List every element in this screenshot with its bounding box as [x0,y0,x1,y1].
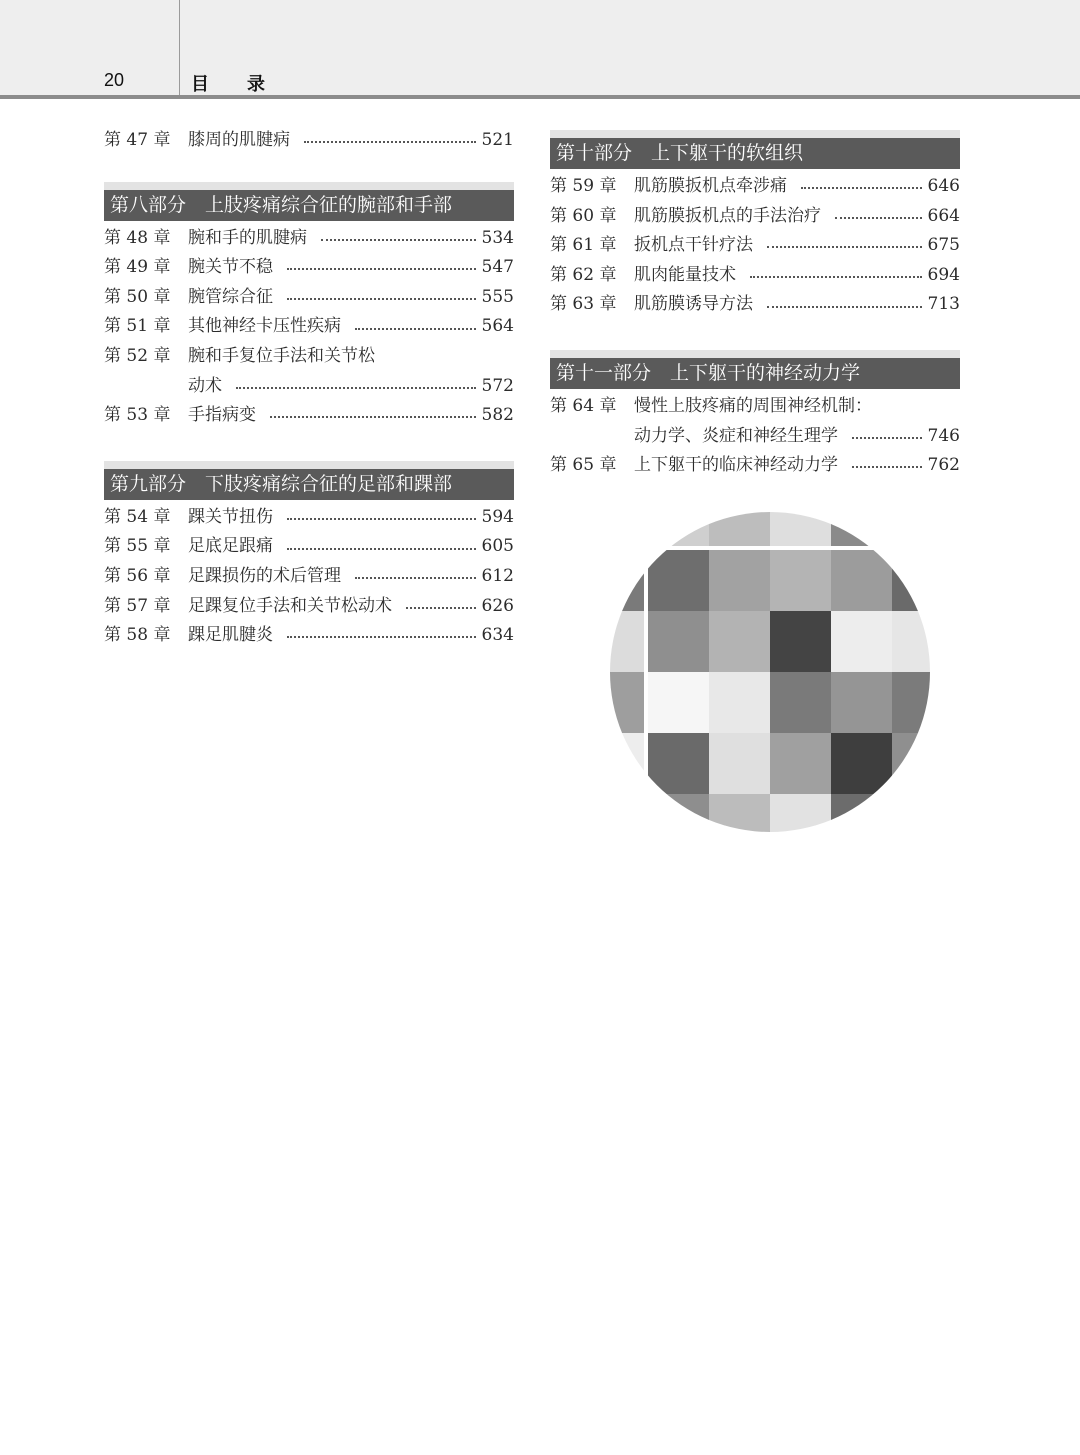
header-divider [179,0,180,96]
part-title: 第十部分 上下躯干的软组织 [550,138,960,169]
dot-leader [406,606,476,609]
dot-leader [750,275,922,278]
dot-leader [835,216,922,219]
toc-entry[interactable] [104,532,514,562]
dot-leader [355,576,476,579]
page-ref: 746 [927,425,960,446]
toc-entry[interactable] [104,342,514,401]
page-ref: 534 [481,227,514,248]
part-heading-accent [550,350,960,358]
chapter-number: 第 53 章 [104,405,171,426]
mosaic-cell [892,733,930,794]
mosaic-cell [648,794,709,832]
page-ref: 564 [481,316,514,337]
mosaic-cell [770,550,831,611]
dot-leader [287,517,476,520]
chapter-number: 第 57 章 [104,595,171,616]
dot-leader [287,267,476,270]
toc-entry[interactable] [104,253,514,283]
page-ref: 762 [927,455,960,476]
mosaic-cell [831,733,892,794]
toc-entry[interactable] [104,592,514,622]
mosaic-cell [892,512,930,546]
mosaic-cell [648,672,709,733]
chapter-title: 膝周的肌腱病 [188,130,290,150]
page-ref: 694 [927,264,960,285]
chapter-title: 肌筋膜扳机点的手法治疗 [634,205,821,226]
toc-entry[interactable] [104,503,514,533]
mosaic-cell [709,672,770,733]
toc-entry[interactable] [104,621,514,651]
mosaic-cell [831,512,892,546]
chapter-number: 第 50 章 [104,286,171,307]
mosaic-cell [892,550,930,611]
chapter-title: 踝关节扭伤 [188,506,273,527]
mosaic-cell [610,733,644,794]
mosaic-cell [770,672,831,733]
toc-left-column [104,126,514,651]
page-ref: 572 [481,375,514,396]
toc-entry[interactable] [550,202,960,232]
chapter-title: 其他神经卡压性疾病 [188,316,341,337]
chapter-number: 第 55 章 [104,536,171,557]
chapter-title: 踝足肌腱炎 [188,625,273,646]
chapter-title: 手指病变 [188,405,256,426]
mosaic-cell [709,733,770,794]
page-ref: 646 [927,176,960,196]
toc-entry[interactable] [104,562,514,592]
toc-entry[interactable] [550,261,960,291]
mosaic-cell [770,512,831,546]
mosaic-cell [709,512,770,546]
chapter-title: 慢性上肢疼痛的周围神经机制： [634,395,872,416]
page-ref: 521 [481,130,514,150]
running-title: 目录 [191,74,303,95]
toc-entry[interactable] [550,290,960,320]
toc-right-column [550,130,960,481]
chapter-title: 腕关节不稳 [188,257,273,278]
dot-leader [236,386,476,389]
mosaic-cell [648,733,709,794]
dot-leader [767,245,922,248]
dot-leader [801,186,922,189]
chapter-title: 腕和手复位手法和关节松 [188,345,375,366]
mosaic-cell [831,550,892,611]
part-title: 第十一部分 上下躯干的神经动力学 [550,358,960,389]
dot-leader [287,635,476,638]
page-ref: 582 [481,405,514,426]
chapter-title: 足踝损伤的术后管理 [188,565,341,586]
part-heading [104,182,514,221]
part-heading [550,350,960,389]
mosaic-cell [770,794,831,832]
dot-leader [852,465,922,468]
mosaic-cell [610,550,644,611]
mosaic-cell [709,550,770,611]
toc-entry[interactable] [550,172,960,202]
part-heading-accent [550,130,960,138]
mosaic-cell [610,512,644,546]
page-ref: 675 [927,235,960,256]
mosaic-cell [709,794,770,832]
chapter-number: 第 60 章 [550,205,617,226]
mosaic-cell [892,672,930,733]
mosaic-cell [648,550,709,611]
mosaic-cell [610,794,644,832]
chapter-title: 扳机点干针疗法 [634,235,753,256]
page-ref: 555 [481,286,514,307]
chapter-title: 足底足跟痛 [188,536,273,557]
chapter-number: 第 51 章 [104,316,171,337]
chapter-number: 第 59 章 [550,176,617,196]
mosaic-cell [831,794,892,832]
mosaic-cell [892,794,930,832]
mosaic-cell [770,733,831,794]
chapter-title: 肌肉能量技术 [634,264,736,285]
page-ref: 612 [481,565,514,586]
toc-entry[interactable] [104,126,514,156]
chapter-number: 第 58 章 [104,625,171,646]
page-ref: 547 [481,257,514,278]
dot-leader [287,547,476,550]
chapter-number: 第 52 章 [104,345,171,366]
page-ref: 713 [927,294,960,315]
toc-entry[interactable] [104,283,514,313]
page-ref: 594 [481,506,514,527]
dot-leader [852,436,922,439]
mosaic-cell [770,611,831,672]
chapter-title: 腕和手的肌腱病 [188,227,307,248]
chapter-number: 第 61 章 [550,235,617,256]
chapter-title-continued: 动术 [188,375,222,396]
part-heading-accent [104,182,514,190]
chapter-number: 第 47 章 [104,130,171,150]
toc-entry[interactable] [104,312,514,342]
toc-entry[interactable] [550,451,960,481]
toc-entry[interactable] [104,401,514,431]
mosaic-cell [610,611,644,672]
toc-entry[interactable] [550,392,960,451]
chapter-title: 肌筋膜扳机点牵涉痛 [634,176,787,196]
part-heading [104,461,514,500]
dot-leader [304,140,476,143]
chapter-title: 肌筋膜诱导方法 [634,294,753,315]
dot-leader [767,305,922,308]
part-heading [550,130,960,169]
chapter-number: 第 62 章 [550,264,617,285]
chapter-number: 第 65 章 [550,455,617,476]
mosaic-cell [892,611,930,672]
chapter-number: 第 56 章 [104,565,171,586]
mosaic-cell [648,611,709,672]
page-ref: 634 [481,625,514,646]
chapter-number: 第 64 章 [550,395,617,416]
chapter-title-continued: 动力学、炎症和神经生理学 [634,425,838,446]
page-ref: 605 [481,536,514,557]
chapter-number: 第 63 章 [550,294,617,315]
header-rule [0,95,1080,99]
header-band [0,0,1080,96]
toc-entry[interactable] [104,224,514,254]
chapter-number: 第 48 章 [104,227,171,248]
chapter-title: 足踝复位手法和关节松动术 [188,595,392,616]
part-title: 第九部分 下肢疼痛综合征的足部和踝部 [104,469,514,500]
page-ref: 664 [927,205,960,226]
page-number: 20 [104,70,125,90]
mosaic-cell [709,611,770,672]
mosaic-cell [648,512,709,546]
chapter-number: 第 54 章 [104,506,171,527]
dot-leader [287,297,476,300]
mosaic-cell [831,672,892,733]
part-heading-accent [104,461,514,469]
chapter-title: 腕管综合征 [188,286,273,307]
chapter-title: 上下躯干的临床神经动力学 [634,455,838,476]
mosaic-cell [610,672,644,733]
dot-leader [270,415,476,418]
pixelated-circle-image [610,512,930,832]
toc-entry[interactable] [550,231,960,261]
mosaic-cell [831,611,892,672]
page-ref: 626 [481,595,514,616]
dot-leader [355,327,476,330]
dot-leader [321,238,476,241]
chapter-number: 第 49 章 [104,257,171,278]
part-title: 第八部分 上肢疼痛综合征的腕部和手部 [104,190,514,221]
